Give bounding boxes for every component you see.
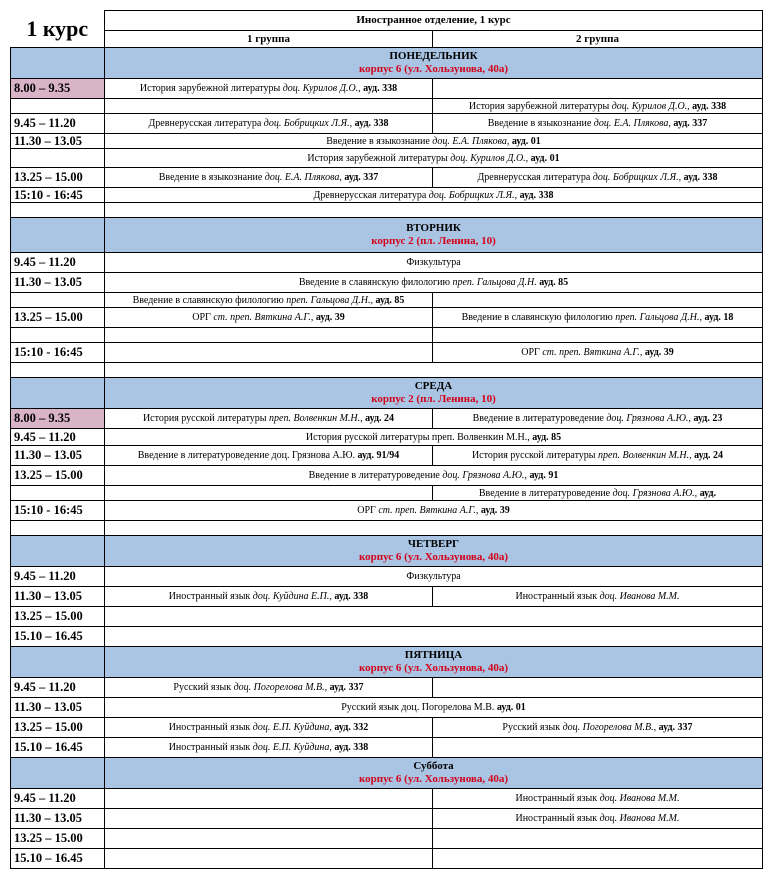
- lesson-teacher: доц. Е.П. Куйдина,: [252, 742, 332, 753]
- lesson-teacher: преп. Волвенкин М.Н.,: [269, 413, 363, 424]
- lesson-cell-group1: [105, 587, 433, 607]
- lesson-row: [11, 363, 763, 378]
- lesson-row: [11, 134, 763, 149]
- lesson-teacher: доц. Курилов Д.О.,: [282, 83, 361, 94]
- lesson-subject: Введение в языкознание: [487, 118, 592, 129]
- lesson-room: ауд. 337: [673, 118, 708, 129]
- lesson-cell-group2: [433, 409, 763, 429]
- lesson-row: [11, 188, 763, 203]
- lesson-row: [11, 587, 763, 607]
- lesson-subject: История зарубежной литературы: [307, 152, 448, 164]
- lesson-room: ауд. 24: [694, 450, 724, 461]
- time-slot: [11, 521, 105, 536]
- day-corner: [11, 48, 105, 79]
- time-slot: [11, 293, 105, 308]
- lesson-subject: Физкультура: [406, 571, 461, 582]
- lesson-cell-both: [105, 501, 763, 521]
- lesson-subject: Введение в славянскую филологию: [298, 277, 450, 288]
- time-slot: 13.25 – 15.00: [11, 829, 105, 849]
- day-header: [105, 758, 763, 789]
- day-location: корпус 2 (пл. Ленина, 10): [371, 393, 496, 405]
- lesson-subject: ОРГ: [357, 505, 376, 516]
- lesson-room: ауд. 91: [529, 470, 559, 481]
- lesson-cell-group2: [433, 486, 763, 501]
- lesson-subject: Иностранный язык: [515, 591, 598, 602]
- day-location: корпус 6 (ул. Хользунова, 40а): [358, 551, 509, 563]
- lesson-row: [11, 253, 763, 273]
- lesson-subject: Русский язык: [173, 682, 232, 693]
- schedule-table: [10, 10, 763, 869]
- lesson-row: [11, 486, 763, 501]
- time-slot: 9.45 – 11.20: [11, 429, 105, 446]
- day-location: корпус 6 (ул. Хользунова, 40а): [358, 773, 509, 785]
- lesson-row: [11, 849, 763, 869]
- lesson-cell-both: [105, 149, 763, 168]
- lesson-cell-group1: [105, 446, 433, 466]
- lesson-subject: Физкультура: [406, 257, 461, 268]
- lesson-teacher: преп. Гальцова Д.Н.: [452, 277, 537, 288]
- day-header: [105, 48, 763, 79]
- lesson-teacher: доц. Погорелова М.В.,: [562, 722, 657, 733]
- lesson-teacher: доц. Грязнова А.Ю.,: [442, 470, 527, 481]
- lesson-teacher: доц. Курилов Д.О.,: [611, 100, 690, 112]
- lesson-cell-both: [105, 607, 763, 627]
- time-slot: 11.30 – 13.05: [11, 809, 105, 829]
- lesson-cell-group1: [105, 718, 433, 738]
- lesson-cell-group2: [433, 343, 763, 363]
- lesson-room: ауд. 85: [375, 294, 405, 306]
- lesson-cell-group2: [433, 738, 763, 758]
- lesson-teacher: доц. Грязнова А.Ю.,: [606, 413, 691, 424]
- lesson-teacher: преп. Гальцова Д.Н.,: [286, 294, 374, 306]
- lesson-room: ауд. 91/94: [357, 450, 400, 461]
- lesson-teacher: ст. преп. Вяткина А.Г.,: [542, 347, 643, 358]
- lesson-cell-both: [105, 698, 763, 718]
- lesson-cell-group1: [105, 486, 433, 501]
- lesson-teacher: доц. Иванова М.М.: [599, 813, 680, 824]
- lesson-subject: Иностранный язык: [515, 813, 598, 824]
- time-slot: 15.10 – 16.45: [11, 849, 105, 869]
- lesson-subject: Русский язык доц. Погорелова М.В.: [341, 702, 497, 713]
- lesson-cell-group2: [433, 446, 763, 466]
- lesson-teacher: доц. Курилов Д.О.,: [450, 152, 529, 164]
- day-location: корпус 6 (ул. Хользунова, 40а): [358, 63, 509, 75]
- lesson-cell-group1: [105, 678, 433, 698]
- lesson-subject: История русской литературы преп. Волвенкин М.Н.,: [305, 431, 530, 443]
- lesson-subject: Введение в славянскую филологию: [461, 312, 613, 323]
- time-slot: 8.00 – 9.35: [11, 79, 105, 99]
- time-slot: [11, 99, 105, 114]
- lesson-subject: Иностранный язык: [515, 793, 598, 804]
- lesson-room: ауд. 338: [683, 172, 718, 183]
- lesson-room: ауд. 39: [315, 312, 345, 323]
- time-slot: 11.30 – 13.05: [11, 446, 105, 466]
- lesson-cell-group1: [105, 308, 433, 328]
- lesson-row: [11, 409, 763, 429]
- time-slot: [11, 149, 105, 168]
- lesson-subject: История русской литературы: [142, 413, 267, 424]
- lesson-subject: ОРГ: [192, 312, 211, 323]
- lesson-cell-group1: [105, 829, 433, 849]
- lesson-room: ауд. 39: [644, 347, 674, 358]
- group2-header: 2 группа: [433, 31, 763, 48]
- lesson-room: ауд. 85: [532, 431, 562, 443]
- lesson-cell-group2: [433, 849, 763, 869]
- lesson-subject: Иностранный язык: [168, 742, 251, 753]
- lesson-cell-group1: [105, 79, 433, 99]
- lesson-subject: Введение в языкознание: [158, 172, 263, 183]
- lesson-teacher: доц. Бобрицких Л.Я.,: [263, 118, 353, 129]
- lesson-row: [11, 718, 763, 738]
- lesson-row: [11, 149, 763, 168]
- lesson-subject: Иностранный язык: [168, 722, 251, 733]
- lesson-room: ауд. 338: [363, 83, 398, 94]
- time-slot: 9.45 – 11.20: [11, 789, 105, 809]
- day-header: [105, 218, 763, 253]
- lesson-subject: Древнерусская литература: [477, 172, 591, 183]
- time-slot: 13.25 – 15.00: [11, 308, 105, 328]
- lesson-row: [11, 466, 763, 486]
- time-slot: 11.30 – 13.05: [11, 134, 105, 149]
- lesson-row: [11, 446, 763, 466]
- lesson-row: [11, 607, 763, 627]
- lesson-room: ауд. 24: [365, 413, 395, 424]
- lesson-room: ауд. 337: [344, 172, 379, 183]
- lesson-cell-group2: [433, 79, 763, 99]
- lesson-room: ауд. 18: [704, 312, 734, 323]
- lesson-subject: История русской литературы: [471, 450, 596, 461]
- time-slot: 15:10 - 16:45: [11, 343, 105, 363]
- lesson-row: [11, 293, 763, 308]
- lesson-cell-group2: [433, 114, 763, 134]
- lesson-cell-both: [105, 253, 763, 273]
- lesson-subject: Введение в литературоведение: [478, 487, 611, 499]
- lesson-cell-group2: [433, 789, 763, 809]
- lesson-cell-both: [105, 567, 763, 587]
- course-title: 1 курс: [11, 11, 105, 48]
- lesson-cell-group1: [105, 293, 433, 308]
- lesson-subject: Древнерусская литература: [313, 189, 427, 201]
- lesson-teacher: преп. Волвенкин М.Н.,: [598, 450, 692, 461]
- time-slot: 13.25 – 15.00: [11, 168, 105, 188]
- day-corner: [11, 536, 105, 567]
- lesson-row: [11, 99, 763, 114]
- lesson-cell-both: [105, 203, 763, 218]
- lesson-room: ауд. 85: [539, 277, 569, 288]
- group1-header: 1 группа: [105, 31, 433, 48]
- time-slot: 15.10 – 16.45: [11, 627, 105, 647]
- lesson-cell-group1: [105, 789, 433, 809]
- lesson-cell-group2: [433, 308, 763, 328]
- time-slot: 15:10 - 16:45: [11, 188, 105, 203]
- lesson-room: ауд. 01: [496, 702, 526, 713]
- lesson-row: [11, 829, 763, 849]
- lesson-cell-group1: [105, 328, 433, 343]
- lesson-row: [11, 789, 763, 809]
- time-slot: 9.45 – 11.20: [11, 114, 105, 134]
- lesson-cell-group1: [105, 809, 433, 829]
- time-slot: 13.25 – 15.00: [11, 607, 105, 627]
- day-header: [105, 536, 763, 567]
- lesson-cell-group1: [105, 849, 433, 869]
- time-slot: 15.10 – 16.45: [11, 738, 105, 758]
- day-name: ВТОРНИК: [406, 222, 461, 234]
- lesson-cell-both: [105, 466, 763, 486]
- time-slot: 9.45 – 11.20: [11, 253, 105, 273]
- lesson-room: ауд. 337: [329, 682, 364, 693]
- lesson-teacher: доц. Е.А. Плякова,: [432, 135, 510, 147]
- lesson-row: [11, 567, 763, 587]
- lesson-room: ауд. 338: [334, 742, 369, 753]
- lesson-cell-group1: [105, 409, 433, 429]
- lesson-teacher: доц. Е.А. Плякова,: [593, 118, 671, 129]
- lesson-row: [11, 79, 763, 99]
- lesson-teacher: доц. Иванова М.М.: [599, 793, 680, 804]
- lesson-row: [11, 678, 763, 698]
- lesson-cell-group2: [433, 99, 763, 114]
- lesson-row: [11, 273, 763, 293]
- day-name: ПОНЕДЕЛЬНИК: [389, 50, 478, 62]
- lesson-room: ауд. 338: [334, 591, 369, 602]
- day-name: ЧЕТВЕРГ: [407, 538, 460, 550]
- time-slot: 8.00 – 9.35: [11, 409, 105, 429]
- lesson-cell-group2: [433, 829, 763, 849]
- lesson-cell-both: [105, 273, 763, 293]
- lesson-cell-group2: [433, 293, 763, 308]
- lesson-cell-both: [105, 521, 763, 536]
- lesson-subject: Введение в литературоведение: [472, 413, 607, 424]
- department-header: Иностранное отделение, 1 курс: [105, 11, 763, 31]
- lesson-room: ауд. 39: [480, 505, 510, 516]
- time-slot: 13.25 – 15.00: [11, 718, 105, 738]
- time-slot: [11, 363, 105, 378]
- lesson-room: ауд. 01: [511, 135, 541, 147]
- lesson-teacher: доц. Грязнова А.Ю.,: [612, 487, 698, 499]
- lesson-cell-group2: [433, 718, 763, 738]
- lesson-teacher: ст. преп. Вяткина А.Г.,: [378, 505, 479, 516]
- time-slot: 13.25 – 15.00: [11, 466, 105, 486]
- time-slot: 11.30 – 13.05: [11, 698, 105, 718]
- lesson-room: ауд.: [699, 487, 717, 499]
- lesson-room: ауд. 332: [334, 722, 369, 733]
- lesson-teacher: доц. Е.П. Куйдина,: [252, 722, 332, 733]
- lesson-teacher: доц. Е.А. Плякова,: [264, 172, 342, 183]
- lesson-subject: История зарубежной литературы: [468, 100, 610, 112]
- lesson-subject: История зарубежной литературы: [139, 83, 281, 94]
- lesson-cell-group2: [433, 168, 763, 188]
- time-slot: [11, 203, 105, 218]
- lesson-teacher: доц. Погорелова М.В.,: [233, 682, 328, 693]
- lesson-subject: Введение в славянскую филологию: [132, 294, 284, 306]
- time-slot: [11, 486, 105, 501]
- lesson-row: [11, 698, 763, 718]
- lesson-cell-group1: [105, 114, 433, 134]
- lesson-cell-both: [105, 429, 763, 446]
- lesson-room: ауд. 01: [530, 152, 560, 164]
- lesson-row: [11, 114, 763, 134]
- day-header: [105, 378, 763, 409]
- lesson-row: [11, 203, 763, 218]
- lesson-cell-group1: [105, 168, 433, 188]
- lesson-cell-group2: [433, 678, 763, 698]
- lesson-room: ауд. 338: [519, 189, 554, 201]
- lesson-row: [11, 738, 763, 758]
- time-slot: 11.30 – 13.05: [11, 273, 105, 293]
- lesson-cell-group1: [105, 99, 433, 114]
- day-corner: [11, 218, 105, 253]
- time-slot: 15:10 - 16:45: [11, 501, 105, 521]
- day-location: корпус 6 (ул. Хользунова, 40а): [358, 662, 509, 674]
- lesson-cell-group2: [433, 328, 763, 343]
- lesson-teacher: доц. Куйдина Е.П.,: [252, 591, 332, 602]
- lesson-cell-both: [105, 363, 763, 378]
- lesson-subject: Введение в литературоведение: [308, 470, 440, 481]
- day-name: Суббота: [413, 760, 454, 772]
- lesson-subject: Иностранный язык: [168, 591, 251, 602]
- day-name: ПЯТНИЦА: [404, 649, 463, 661]
- lesson-room: ауд. 338: [354, 118, 389, 129]
- lesson-row: [11, 501, 763, 521]
- lesson-cell-both: [105, 188, 763, 203]
- lesson-subject: Русский язык: [502, 722, 561, 733]
- lesson-row: [11, 429, 763, 446]
- lesson-row: [11, 308, 763, 328]
- lesson-subject: Введение в языкознание: [326, 135, 430, 147]
- lesson-row: [11, 343, 763, 363]
- time-slot: 11.30 – 13.05: [11, 587, 105, 607]
- lesson-subject: Введение в литературоведение доц. Грязнова А.Ю.: [137, 450, 356, 461]
- lesson-cell-group2: [433, 809, 763, 829]
- lesson-cell-group1: [105, 738, 433, 758]
- lesson-teacher: преп. Гальцова Д.Н.,: [615, 312, 703, 323]
- lesson-row: [11, 627, 763, 647]
- lesson-row: [11, 168, 763, 188]
- schedule-sheet: [10, 10, 762, 869]
- day-name: СРЕДА: [414, 380, 453, 392]
- day-corner: [11, 378, 105, 409]
- lesson-room: ауд. 338: [692, 100, 727, 112]
- lesson-cell-group2: [433, 587, 763, 607]
- lesson-row: [11, 328, 763, 343]
- lesson-teacher: доц. Бобрицких Л.Я.,: [428, 189, 518, 201]
- lesson-teacher: ст. преп. Вяткина А.Г.,: [213, 312, 314, 323]
- lesson-subject: ОРГ: [521, 347, 540, 358]
- lesson-row: [11, 809, 763, 829]
- time-slot: [11, 328, 105, 343]
- lesson-teacher: доц. Иванова М.М.: [599, 591, 680, 602]
- day-corner: [11, 758, 105, 789]
- time-slot: 9.45 – 11.20: [11, 678, 105, 698]
- lesson-cell-both: [105, 134, 763, 149]
- lesson-row: [11, 521, 763, 536]
- lesson-subject: Древнерусская литература: [148, 118, 262, 129]
- lesson-room: ауд. 337: [658, 722, 693, 733]
- day-location: корпус 2 (пл. Ленина, 10): [371, 235, 496, 247]
- day-corner: [11, 647, 105, 678]
- lesson-cell-group1: [105, 343, 433, 363]
- lesson-teacher: доц. Бобрицких Л.Я.,: [592, 172, 682, 183]
- lesson-room: ауд. 23: [693, 413, 723, 424]
- time-slot: 9.45 – 11.20: [11, 567, 105, 587]
- day-header: [105, 647, 763, 678]
- lesson-cell-both: [105, 627, 763, 647]
